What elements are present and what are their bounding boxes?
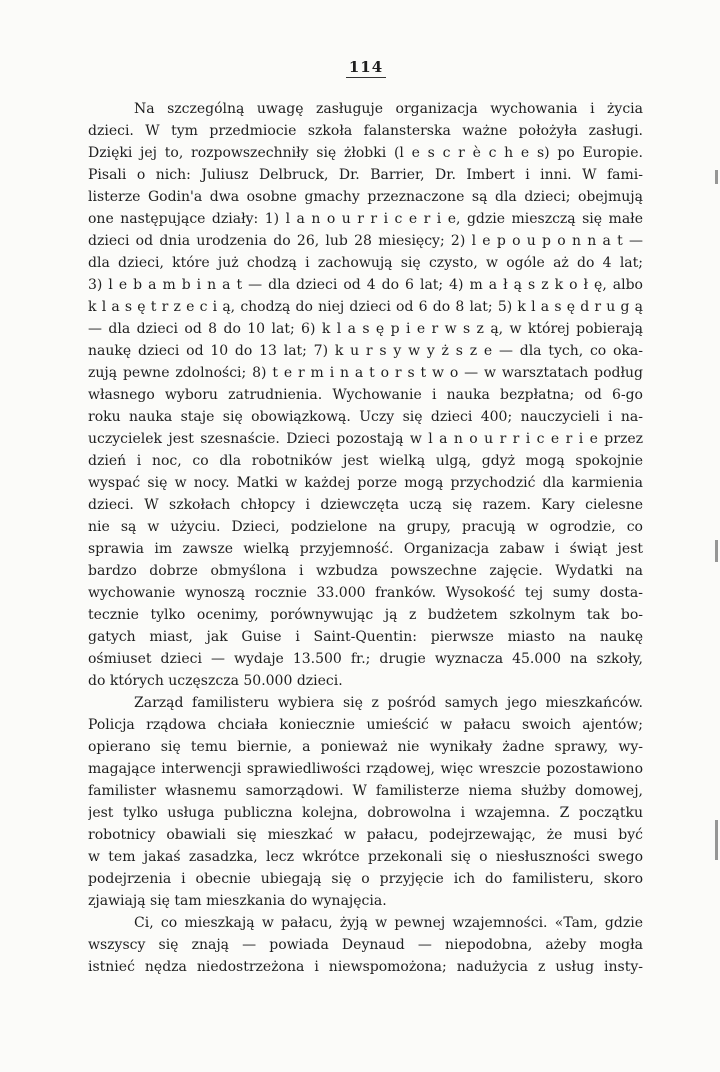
text-line: gatych miast, jak Guise i Saint-Quentin: pierwsze miasto na naukę xyxy=(88,629,643,645)
text-line: robotnicy obawiali się mieszkać w pałacu, podejrzewając, że musi być xyxy=(88,827,643,843)
text-line: wszyscy się znają — powiada Deynaud — niepodobna, ażeby mogła xyxy=(88,937,643,953)
text-line: dla dzieci, które już chodzą i zachowują się czysto, w ogóle aż do 4 lat; xyxy=(88,255,643,271)
text-line: Na szczególną uwagę zasługuje organizacja wychowania i życia xyxy=(134,101,643,117)
text-line: w tem jakaś zasadzka, lecz wkrótce przekonali się o niesłuszności swego xyxy=(88,849,643,865)
text-line: Dzięki jej to, rozpowszechniły się żłobki (l e s c r è c h e s) po Europie. xyxy=(88,145,643,161)
text-line: one następujące działy: 1) l a n o u r r i c e r i e, gdzie mieszczą się małe xyxy=(88,211,643,227)
text-line: własnego wyboru zatrudnienia. Wychowanie i nauka bezpłatna; od 6-go xyxy=(88,387,643,403)
text-line: dzieci od dnia urodzenia do 26, lub 28 miesięcy; 2) l e p o u p o n n a t — xyxy=(88,233,643,249)
text-line: k l a s ę t r z e c i ą, chodzą do niej dzieci od 6 do 8 lat; 5) k l a s ę d r u g ą xyxy=(88,299,643,315)
text-line: dzieci. W szkołach chłopcy i dziewczęta uczą się razem. Kary cielesne xyxy=(88,497,643,513)
text-line: tecznie tylko ocenimy, porównywując ją z budżetem szkolnym tak bo- xyxy=(88,607,643,623)
text-line: Pisali o nich: Juliusz Delbruck, Dr. Barrier, Dr. Imbert i inni. W fami- xyxy=(88,167,643,183)
text-line: dzień i noc, co dla robotników jest wielką ulgą, gdyż mogą spokojnie xyxy=(88,453,643,469)
text-line: zjawiają się tam mieszkania do wynajęcia. xyxy=(88,893,387,909)
text-line: jest tylko usługa publiczna kolejna, dobrowolna i wzajemna. Z początku xyxy=(88,805,643,821)
page-number xyxy=(0,58,720,78)
scan-edge-mark xyxy=(715,540,718,562)
text-line: wychowanie wynoszą rocznie 33.000 franków. Wysokość tej sumy dosta- xyxy=(88,585,643,601)
body-text xyxy=(88,98,643,978)
text-line: uczycielek jest szesnaście. Dzieci pozostają w l a n o u r r i c e r i e przez xyxy=(88,431,643,447)
text-line: nie są w użyciu. Dzieci, podzielone na grupy, pracują w ogrodzie, co xyxy=(88,519,643,535)
text-line: istnieć nędza niedostrzeżona i niewspomożona; nadużycia z usług insty- xyxy=(88,959,643,975)
text-line: 3) l e b a m b i n a t — dla dzieci od 4 do 6 lat; 4) m a ł ą s z k o ł ę, albo xyxy=(88,277,643,293)
text-line: podejrzenia i obecnie ubiegają się o przyjęcie ich do familisteru, skoro xyxy=(88,871,643,887)
text-line: bardzo dobrze obmyślona i wzbudza powszechne zajęcie. Wydatki na xyxy=(88,563,643,579)
text-line: do których uczęszcza 50.000 dzieci. xyxy=(88,673,343,689)
text-line: familister własnemu samorządowi. W familisterze niema służby domowej, xyxy=(88,783,643,799)
scan-edge-mark xyxy=(715,820,718,860)
text-line: — dla dzieci od 8 do 10 lat; 6) k l a s ę p i e r w s z ą, w której pobierają xyxy=(88,321,643,337)
text-line: Policja rządowa chciała koniecznie umieścić w pałacu swoich ajentów; xyxy=(88,717,643,733)
text-line: roku nauka staje się obowiązkową. Uczy się dzieci 400; nauczycieli i na- xyxy=(88,409,643,425)
text-line: dzieci. W tym przedmiocie szkoła falansterska ważne położyła zasługi. xyxy=(88,123,643,139)
text-line: Zarząd familisteru wybiera się z pośród samych jego mieszkańców. xyxy=(134,695,643,711)
text-line: opierano się temu biernie, a ponieważ nie wynikały żadne sprawy, wy- xyxy=(88,739,643,755)
text-line: magające interwencji sprawiedliwości rządowej, więc wreszcie pozostawiono xyxy=(88,761,643,777)
text-line: sprawia im zawsze wielką przyjemność. Organizacja zabaw i świąt jest xyxy=(88,541,643,557)
scan-edge-mark xyxy=(715,170,718,184)
text-line: ośmiuset dzieci — wydaje 13.500 fr.; drugie wyznacza 45.000 na szkoły, xyxy=(88,651,643,667)
text-line: listerze Godin'a dwa osobne gmachy przeznaczone są dla dzieci; obejmują xyxy=(88,189,643,205)
text-line: Ci, co mieszkają w pałacu, żyją w pewnej wzajemności. «Tam, gdzie xyxy=(134,915,643,931)
paragraph xyxy=(88,912,643,978)
text-line: wyspać się w nocy. Matki w każdej porze mogą przychodzić dla karmienia xyxy=(88,475,643,491)
text-line: zują pewne zdolności; 8) t e r m i n a t o r s t w o — w warsztatach podług xyxy=(88,365,643,381)
text-line: naukę dzieci od 10 do 13 lat; 7) k u r s y w y ż s z e — dla tych, co oka- xyxy=(88,343,643,359)
page-number-text: 114 xyxy=(346,58,386,78)
paragraph xyxy=(88,692,643,912)
paragraph xyxy=(88,98,643,692)
